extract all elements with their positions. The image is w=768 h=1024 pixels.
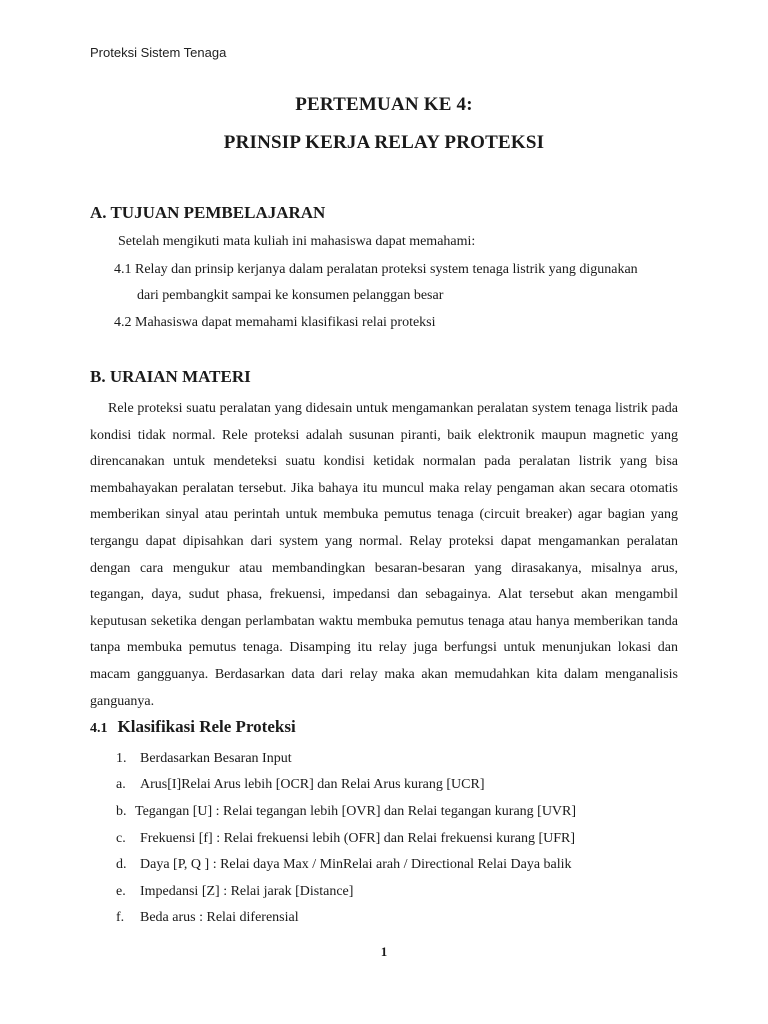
- subsection-title: Klasifikasi Rele Proteksi: [117, 717, 296, 736]
- list-heading-text: Berdasarkan Besaran Input: [140, 751, 292, 766]
- subsection-41-heading: [90, 717, 296, 737]
- list-item-marker: c.: [116, 831, 126, 846]
- list-item: [116, 857, 572, 873]
- section-a-intro: Setelah mengikuti mata kuliah ini mahasiswa dapat memahami:: [118, 234, 476, 249]
- list-item-text: Arus[I]Relai Arus lebih [OCR] dan Relai Arus kurang [UCR]: [140, 777, 485, 792]
- list-item: [116, 884, 353, 900]
- list-item-text: Tegangan [U] : Relai tegangan lebih [OVR] dan Relai tegangan kurang [UVR]: [135, 804, 577, 819]
- section-b-heading: B. URAIAN MATERI: [90, 367, 251, 386]
- document-title-line1: PERTEMUAN KE 4:: [295, 94, 473, 115]
- list-item-marker: b.: [116, 804, 127, 819]
- objective-1-line2: dari pembangkit sampai ke konsumen pelanggan besar: [137, 288, 444, 303]
- list-item-text: Daya [P, Q ] : Relai daya Max / MinRelai arah / Directional Relai Daya balik: [140, 857, 572, 872]
- subsection-number: 4.1: [90, 721, 108, 736]
- list-item-marker: a.: [116, 777, 126, 792]
- list-item: [116, 831, 575, 847]
- objective-2: 4.2 Mahasiswa dapat memahami klasifikasi relai proteksi: [114, 315, 436, 330]
- section-b-paragraph: Rele proteksi suatu peralatan yang didesain untuk mengamankan peralatan system tenaga listrik pada kondisi tidak normal. Rele proteksi adalah susunan piranti, baik elektronik maupun magnetic yang direncanakan untuk mendeteksi suatu kondisi ketidak normalan pada peralatan listrik yang bisa membahayakan peralatan tersebut. Jika bahaya itu muncul maka relay pengaman akan secara otomatis memberikan sinyal atau perintah untuk membuka pemutus tenaga (circuit breaker) agar bagian yang tergangu dapat dipisahkan dari system yang normal. Relay proteksi dapat mengamankan peralatan dengan cara mengukur atau membandingkan besaran-besaran yang dirasakanya, misalnya arus, tegangan, daya, sudut phasa, frekuensi, impedansi dan sebagainya. Alat tersebut akan mengambil keputusan seketika dengan perlambatan waktu membuka pemutus tenaga atau hanya memberikan tanda tanpa membuka pemutus tenaga. Disamping itu relay juga berfungsi untuk menunjukan lokasi dan macam gangguanya. Berdasarkan data dari relay maka akan memudahkan kita dalam menganalisis ganguanya.: [90, 401, 678, 709]
- section-a-heading: A. TUJUAN PEMBELAJARAN: [90, 203, 326, 222]
- list-item-text: Beda arus : Relai diferensial: [140, 910, 299, 925]
- objective-1-line1: 4.1 Relay dan prinsip kerjanya dalam peralatan proteksi system tenaga listrik yang digunakan: [114, 262, 638, 277]
- list-item: [116, 804, 576, 820]
- list-item: [116, 910, 299, 926]
- list-item-text: Frekuensi [f] : Relai frekuensi lebih (OFR] dan Relai frekuensi kurang [UFR]: [140, 831, 576, 846]
- list-item-marker: f.: [116, 910, 125, 925]
- list-heading-marker: 1.: [116, 751, 127, 766]
- list-item-text: Impedansi [Z] : Relai jarak [Distance]: [140, 884, 354, 899]
- list-item: [116, 777, 485, 793]
- list-heading: [116, 751, 292, 767]
- document-title-line2: PRINSIP KERJA RELAY PROTEKSI: [223, 132, 545, 153]
- list-item-marker: d.: [116, 857, 127, 872]
- page-number: 1: [380, 944, 388, 959]
- list-item-marker: e.: [116, 884, 126, 899]
- running-header: Proteksi Sistem Tenaga: [90, 45, 227, 60]
